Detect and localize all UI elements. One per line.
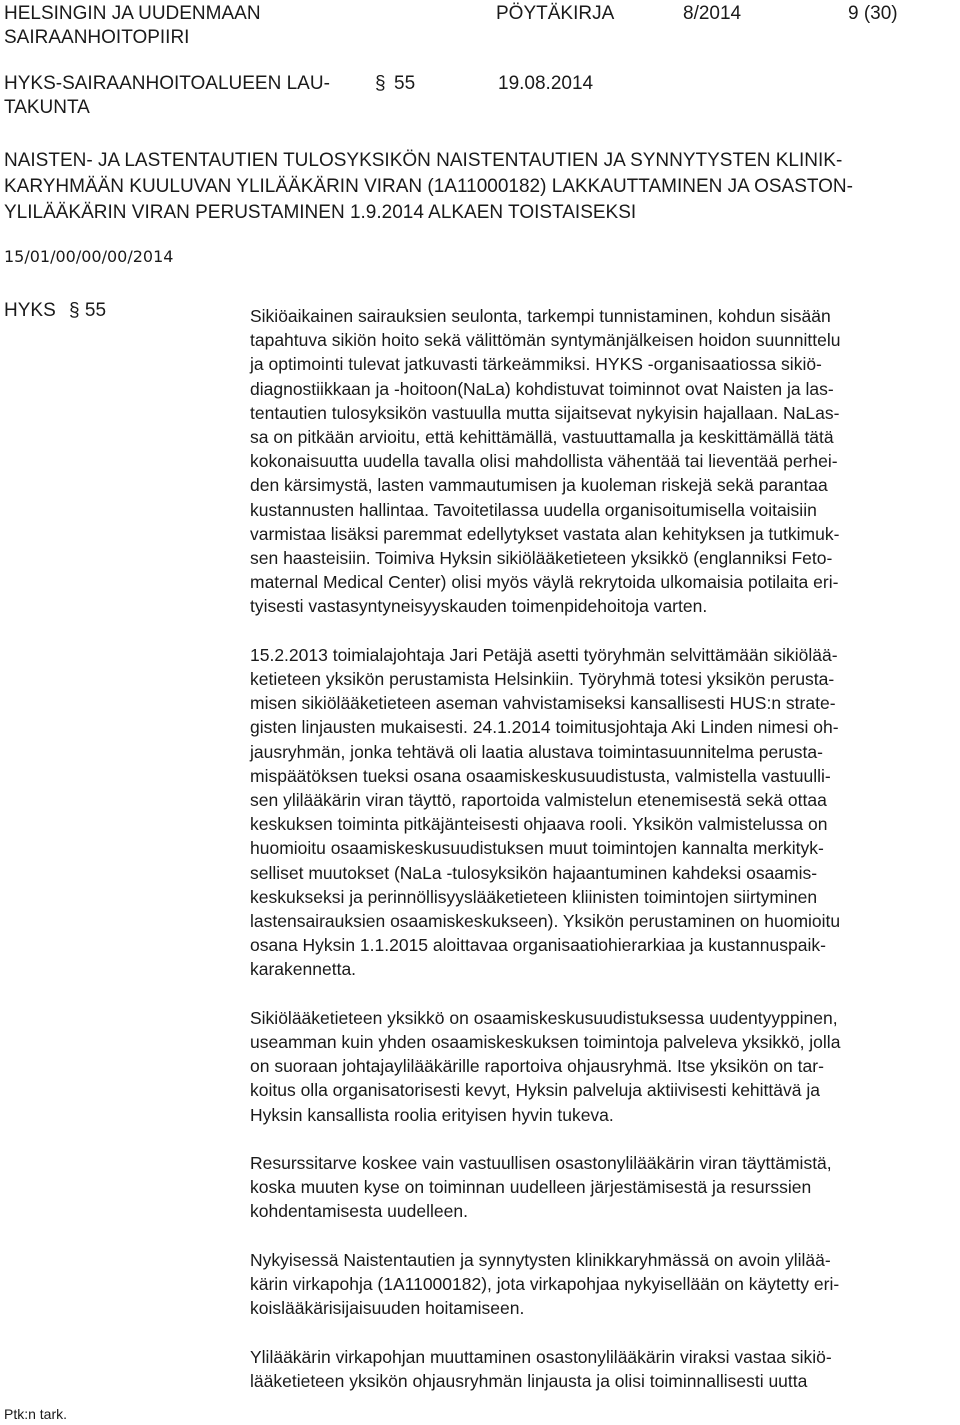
- record-code: 15/01/00/00/00/2014: [4, 247, 174, 266]
- item-body: [250, 304, 955, 1417]
- body-paragraph: Sikiöaikainen sairauksien seulonta, tarkempi tunnistaminen, kohdun sisään tapahtuva sikiön hoito sekä välittömän syntymänjälkeisen hoidon suunnittelu ja optimointi tulevat jatkuvasti tärkeämmiksi. HYKS -organisaatiossa sikiö- diagnostiikkaan ja -hoitoon(NaLa) kohdistuvat toiminnot ovat Naisten ja las- tentautien tulosyksikön vastuulla mutta sijaitsevat nykyisin hajallaan. NaLas- sa on pitkään arvioitu, että kehittämällä, vastuuttamalla ja keskittämällä tätä kokonaisuutta uudella tavalla olisi mahdollista vähentää tai lieventää perhei- den kärsimystä, lasten vammautumisen ja kuoleman riskejä sekä parantaa kustannusten hallintaa. Tavoitetilassa uudella organisoitumisella voitaisiin varmistaa lisäksi paremmat edellytykset vastata alan kehityksen ja tutkimuk- sen haasteisiin. Toimiva Hyksin sikiölääketieteen yksikkö (englanniksi Feto- maternal Medical Center) olisi myös väylä rekrytoida ulkomaisia potilaita eri- tyisesti vastasyntyneisyyskauden toimenpidehoitoja varten.: [250, 306, 841, 617]
- body-paragraph: Resurssitarve koskee vain vastuullisen osastonylilääkärin viran täyttämistä, koska muuten kyse on toiminnan uudelleen järjestämisestä ja resurssien kohdentamisesta uudelleen.: [250, 1153, 832, 1222]
- item-reference: [4, 299, 106, 323]
- organization-name: HELSINGIN JA UUDENMAAN SAIRAANHOITOPIIRI: [4, 3, 261, 48]
- body-paragraph: Sikiölääketieteen yksikkö on osaamiskeskusuudistuksessa uudentyyppinen, useamman kuin yhden osaamiskeskuksen toimintoja palveleva yksikkö, jolla on suoraan johtajaylilääkärille raportoiva ohjausryhmä. Itse yksikön on tar- koitus olla organisatorisesti kevyt, Hyksin palveluja aktiivisesti kehittävä ja Hyksin kansallista roolia erityisen hyvin tukeva.: [250, 1007, 841, 1125]
- document-number: 8/2014: [683, 3, 742, 24]
- governing-body: HYKS-SAIRAANHOITOALUEEN LAU-TAKUNTA: [4, 73, 330, 118]
- body-paragraph: Ylilääkärin virkapohjan muuttaminen osastonylilääkärin viraksi vastaa sikiö- lääketieteen yksikön ohjausryhmän linjausta ja olisi toiminnallisesti uutta: [250, 1346, 832, 1391]
- section-symbol: §: [375, 73, 386, 94]
- item-section-symbol: §: [69, 300, 80, 321]
- item-label: HYKS: [4, 300, 56, 321]
- meeting-date: 19.08.2014: [498, 73, 594, 94]
- document-type: PÖYTÄKIRJA: [496, 3, 615, 24]
- body-paragraph: Nykyisessä Naistentautien ja synnytysten klinikkaryhmässä on avoin ylilää- kärin virkapohja (1A11000182), jota virkapohjaa nykyisellään on käytetty eri- koislääkärisijaisuuden hoitamiseen.: [250, 1249, 840, 1319]
- body-paragraph: 15.2.2013 toimialajohtaja Jari Petäjä asetti työryhmän selvittämään sikiölää- ketieteen yksikön perustamista Helsinkiin. Työryhmä totesi yksikön perusta- misen sikiölääketieteen aseman vahvistamiseksi kansallisesti HUS:n strate- gisten linjausten mukaisesti. 24.1.2014 toimitusjohtaja Aki Linden nimesi oh- jausryhmän, jonka tehtävä oli laatia alustava toimintasuunnitelma perusta- mispäätöksen tueksi osana osaamiskeskusuudistusta, valmistella vastuulli- sen ylilääkärin viran täyttö, raportoida valmistelun etenemisestä sekä ottaa keskuksen toiminta pitkäjänteisesti ohjaava rooli. Yksikön valmistelussa on huomioitu osaamiskeskusuudistuksen muut toimintojen kannalta merkityk- selliset muutokset (NaLa -tulosyksikön hajaantuminen kahdeksi osaamis- keskukseksi ja perinnöllisyyslääketieteen kliinisten toimintojen siirtyminen lastensairauksien osaamiskeskukseen). Yksikön perustaminen on huomioitu osana Hyksin 1.1.2015 aloittavaa organisaatiohierarkiaa ja kustannuspaik- karakennetta.: [250, 644, 841, 980]
- page-number: 9 (30): [848, 3, 898, 24]
- section-number: 55: [394, 73, 416, 94]
- item-number: 55: [84, 300, 107, 321]
- item-title: NAISTEN- JA LASTENTAUTIEN TULOSYKSIKÖN NAISTENTAUTIEN JA SYNNYTYSTEN KLINIK- KARYHMÄÄN KUULUVAN YLILÄÄKÄRIN VIRAN (1A11000182) LAKKAUTTAMINEN JA OSASTON- YLILÄÄKÄRIN VIRAN PERUSTAMINEN 1.9.2014 ALKAEN TOISTAISEKSI: [4, 150, 853, 223]
- minutes-checker-label: Ptk:n tark.: [4, 1406, 68, 1422]
